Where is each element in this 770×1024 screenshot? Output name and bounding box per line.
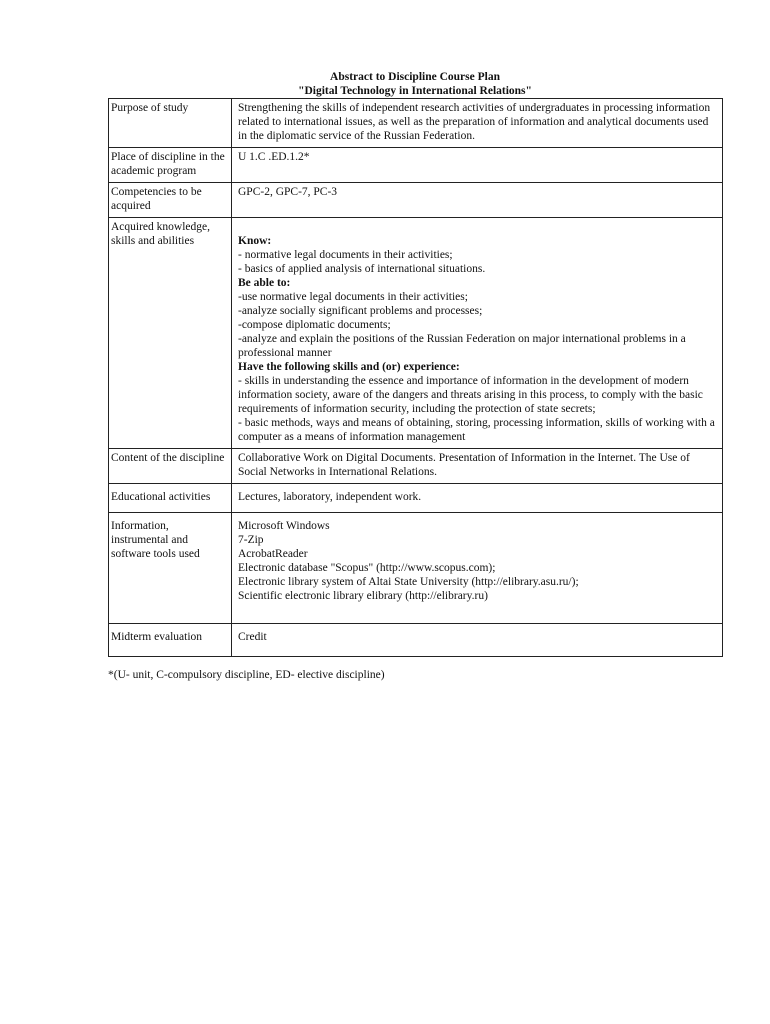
know-heading: Know: — [238, 235, 272, 247]
tools-value — [232, 513, 723, 624]
tool-item: 7-Zip — [238, 534, 264, 546]
activities-label: Educational activities — [109, 484, 232, 513]
table-row-content — [109, 449, 723, 484]
place-label: Place of discipline in the academic program — [109, 148, 232, 183]
place-value: U 1.C .ED.1.2* — [232, 148, 723, 183]
document-title — [108, 70, 722, 98]
able-heading: Be able to: — [238, 277, 291, 289]
activities-value: Lectures, laboratory, independent work. — [232, 484, 723, 513]
able-item: -use normative legal documents in their activities; — [238, 291, 468, 303]
title-line-1: Abstract to Discipline Course Plan — [330, 71, 500, 83]
tool-item: Electronic database "Scopus" (http://www.scopus.com); — [238, 562, 496, 574]
content-label: Content of the discipline — [109, 449, 232, 484]
able-item: -analyze socially significant problems and processes; — [238, 305, 483, 317]
tool-item: Electronic library system of Altai State University (http://elibrary.asu.ru/); — [238, 576, 579, 588]
purpose-value: Strengthening the skills of independent research activities of undergraduates in processing information related to international issues, as well as the preparation of information and analytical documents used in the diplomatic service of the Russian Federation. — [232, 99, 723, 148]
know-item: - basics of applied analysis of international situations. — [238, 263, 486, 275]
purpose-label: Purpose of study — [109, 99, 232, 148]
table-row-competencies — [109, 183, 723, 218]
able-item: -analyze and explain the positions of the Russian Federation on major international problems in a professional manner — [238, 333, 686, 359]
tool-item: AcrobatReader — [238, 548, 308, 560]
knowledge-label: Acquired knowledge, skills and abilities — [109, 218, 232, 449]
evaluation-label: Midterm evaluation — [109, 624, 232, 657]
table-row-activities — [109, 484, 723, 513]
tool-item: Microsoft Windows — [238, 520, 330, 532]
tools-label: Information, instrumental and software tools used — [109, 513, 232, 624]
able-item: -compose diplomatic documents; — [238, 319, 391, 331]
skills-item: - skills in understanding the essence and importance of information in the development of modern information society, aware of the dangers and threats arising in this process, to comply with the basic requirements of information security, including the protection of state secrets; — [238, 375, 703, 415]
evaluation-value: Credit — [232, 624, 723, 657]
footnote: *(U- unit, C-compulsory discipline, ED- elective discipline) — [108, 669, 385, 681]
competencies-label: Competencies to be acquired — [109, 183, 232, 218]
knowledge-value — [232, 218, 723, 449]
table-row-evaluation — [109, 624, 723, 657]
table-row-place — [109, 148, 723, 183]
table-row-knowledge — [109, 218, 723, 449]
tool-item: Scientific electronic library elibrary (http://elibrary.ru) — [238, 590, 488, 602]
skills-heading: Have the following skills and (or) experience: — [238, 361, 460, 373]
content-value: Collaborative Work on Digital Documents. Presentation of Information in the Internet. The Use of Social Networks in International Relations. — [232, 449, 723, 484]
title-line-2: "Digital Technology in International Relations" — [298, 85, 532, 97]
skills-item: - basic methods, ways and means of obtaining, storing, processing information, skills of working with a computer as a means of information management — [238, 417, 715, 443]
competencies-value: GPC-2, GPC-7, PC-3 — [232, 183, 723, 218]
table-row-purpose — [109, 99, 723, 148]
table-row-tools — [109, 513, 723, 624]
know-item: - normative legal documents in their activities; — [238, 249, 453, 261]
course-plan-table — [108, 98, 723, 657]
